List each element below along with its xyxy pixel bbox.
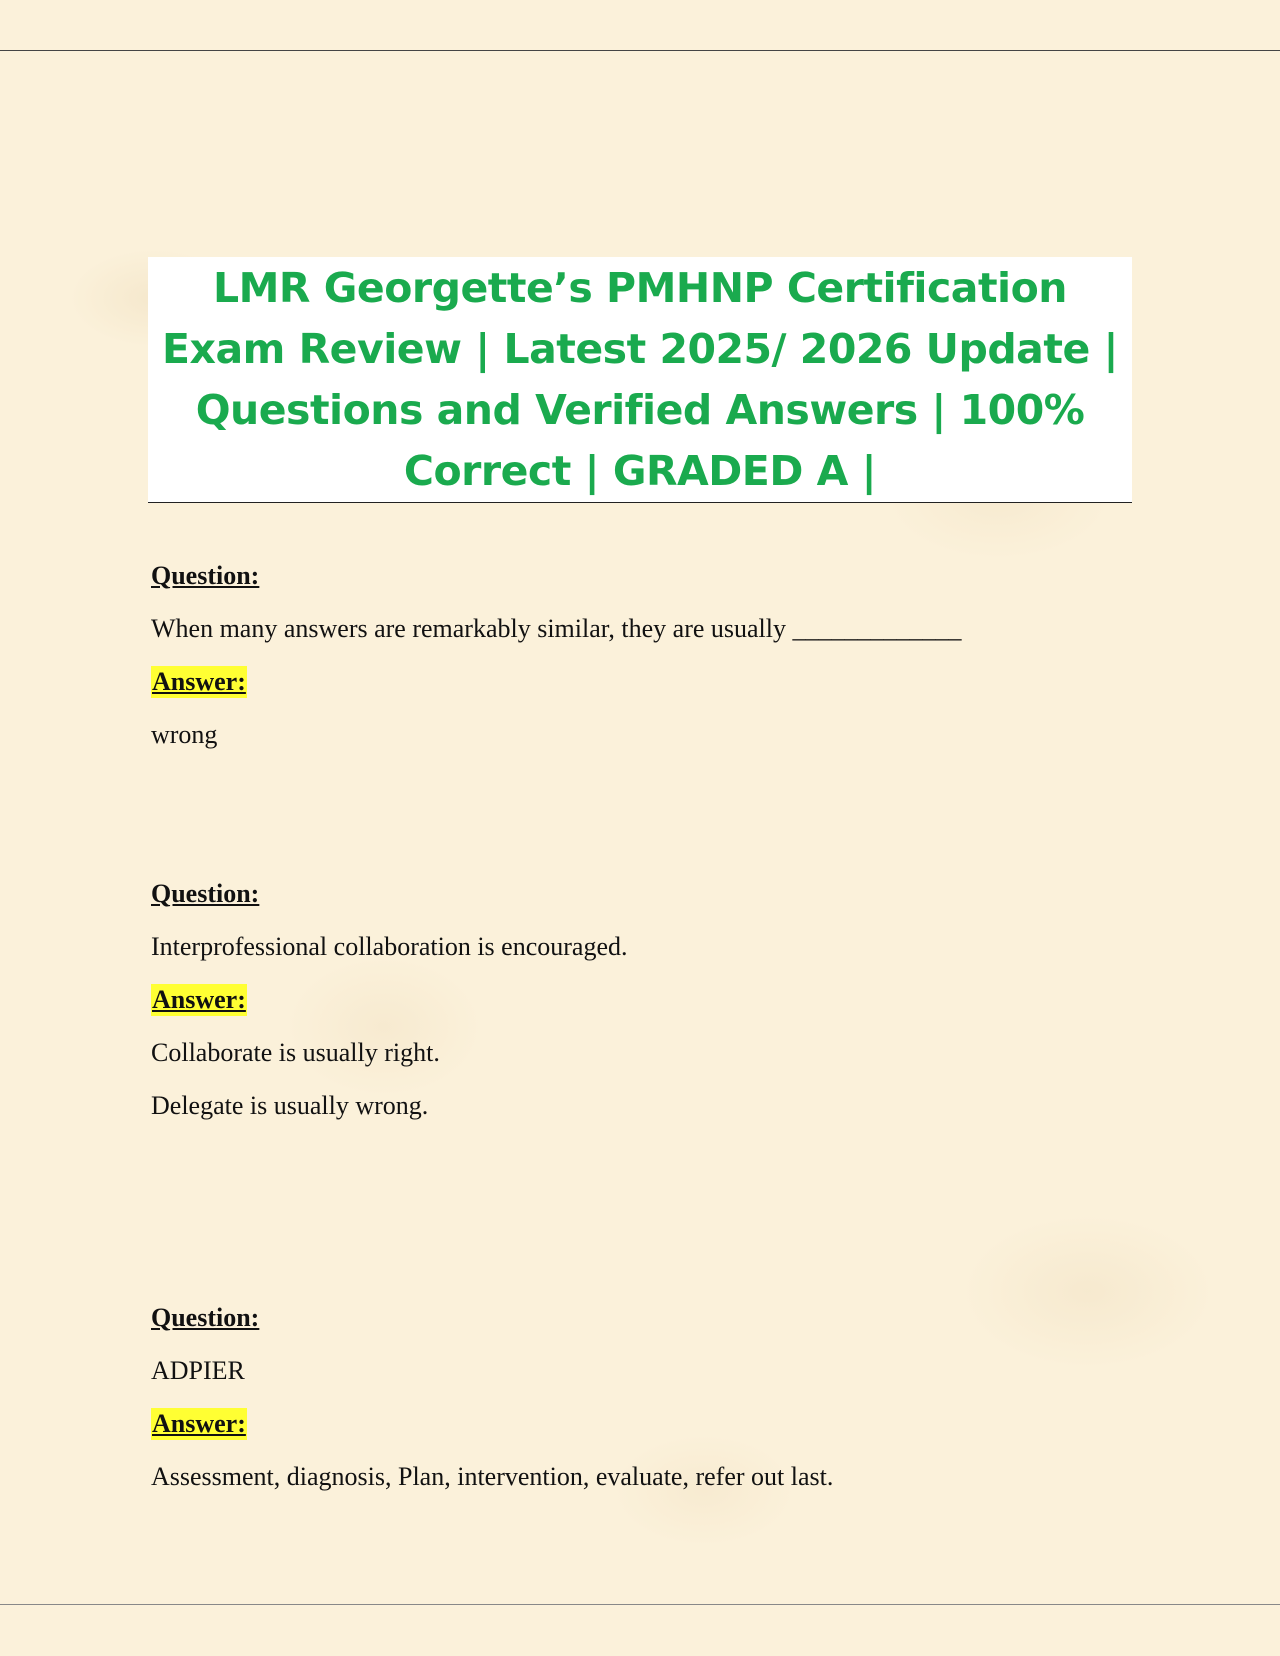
question-label: Question: xyxy=(151,879,260,908)
qa-item-3 xyxy=(151,1302,1151,1493)
answer-label: Answer: xyxy=(152,985,246,1014)
question-text: ADPIER xyxy=(151,1356,245,1385)
question-label: Question: xyxy=(151,1303,260,1332)
answer-text: Assessment, diagnosis, Plan, intervention, evaluate, refer out last. xyxy=(151,1462,834,1491)
answer-text: Collaborate is usually right. xyxy=(151,1038,440,1067)
answer-text: Delegate is usually wrong. xyxy=(151,1091,429,1120)
question-text: When many answers are remarkably similar, they are usually _____________ xyxy=(151,614,962,643)
title-box xyxy=(148,257,1132,503)
document-title: LMR Georgette’s PMHNP Certification Exam Review | Latest 2025/ 2026 Update | Questions and Verified Answers | 100% Correct | GRADED A | xyxy=(161,263,1118,495)
question-label: Question: xyxy=(151,561,260,590)
qa-item-1 xyxy=(151,560,1151,751)
answer-label: Answer: xyxy=(152,667,246,696)
question-text: Interprofessional collaboration is encouraged. xyxy=(151,932,628,961)
answer-text: wrong xyxy=(151,720,218,749)
page-top-rule xyxy=(0,50,1280,51)
page-bottom-rule xyxy=(0,1604,1280,1605)
qa-item-2 xyxy=(151,878,1151,1122)
answer-label: Answer: xyxy=(152,1409,246,1438)
